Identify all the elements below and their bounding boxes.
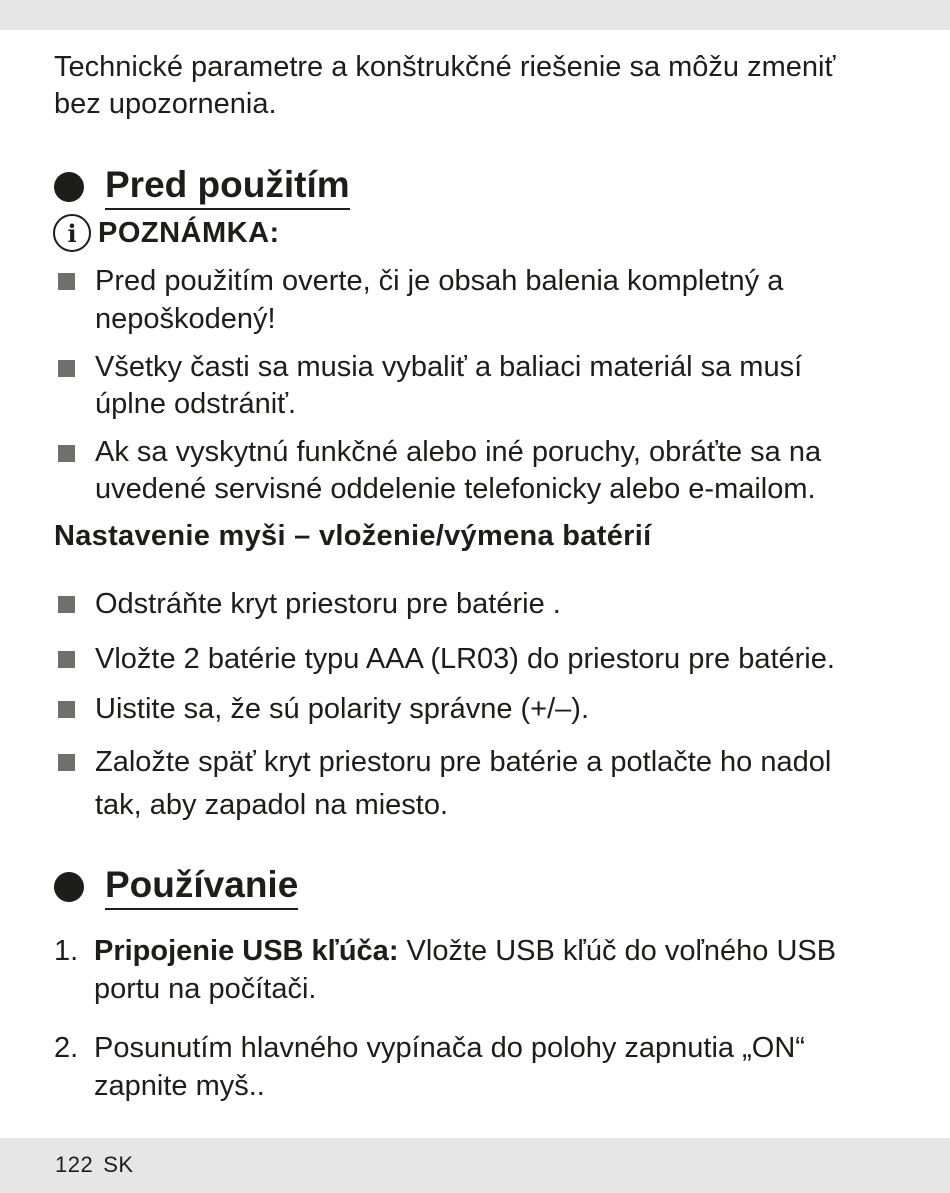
header-band	[0, 0, 950, 30]
step-number: 2.	[54, 1032, 79, 1064]
numbered-step	[54, 1029, 904, 1105]
list-item: Založte späť kryt priestoru pre batérie a potlačte ho nadol tak, aby zapadol na miesto.	[58, 741, 878, 827]
page-number: 122	[55, 1152, 94, 1177]
step-number: 1.	[54, 935, 79, 967]
square-bullet-icon	[58, 754, 75, 771]
list-item: Pred použitím overte, či je obsah balenia kompletný a nepoškodený!	[58, 262, 878, 338]
note-header	[53, 214, 280, 252]
subsection-heading-battery: Nastavenie myši – vloženie/výmena batérií	[54, 520, 652, 552]
section-heading-before-use	[54, 164, 350, 210]
section-heading-usage	[54, 864, 298, 910]
section-title: Pred použitím	[105, 164, 350, 210]
square-bullet-icon	[58, 445, 75, 462]
list-item: Odstráňte kryt priestoru pre batérie .	[58, 585, 878, 623]
section-title: Používanie	[105, 864, 298, 910]
note-label: POZNÁMKA:	[98, 216, 280, 249]
bullet-dot-icon	[54, 172, 84, 202]
square-bullet-icon	[58, 651, 75, 668]
square-bullet-icon	[58, 701, 75, 718]
list-item: Uistite sa, že sú polarity správne (+/–).	[58, 690, 878, 728]
language-code: SK	[103, 1152, 134, 1177]
page-footer	[55, 1152, 134, 1178]
step-text: Posunutím hlavného vypínača do polohy zapnutia „ON“ zapnite myš..	[94, 1032, 805, 1102]
list-item: Ak sa vyskytnú funkčné alebo iné poruchy, obráťte sa na uvedené servisné oddelenie telefonicky alebo e-mailom.	[58, 434, 888, 508]
step-text: Vložte USB kľúč do voľného USB portu na počítači.	[94, 935, 837, 1005]
intro-paragraph: Technické parametre a konštrukčné riešenie sa môžu zmeniť bez upozornenia.	[54, 51, 836, 120]
footer-band	[0, 1138, 950, 1193]
info-icon: i	[53, 214, 91, 252]
bullet-dot-icon	[54, 872, 84, 902]
numbered-step	[54, 932, 904, 1008]
list-item: Všetky časti sa musia vybaliť a baliaci materiál sa musí úplne odstrániť.	[58, 349, 878, 423]
square-bullet-icon	[58, 360, 75, 377]
square-bullet-icon	[58, 596, 75, 613]
step-title: Pripojenie USB kľúča:	[94, 935, 399, 967]
list-item: Vložte 2 batérie typu AAA (LR03) do priestoru pre batérie.	[58, 640, 878, 678]
square-bullet-icon	[58, 273, 75, 290]
